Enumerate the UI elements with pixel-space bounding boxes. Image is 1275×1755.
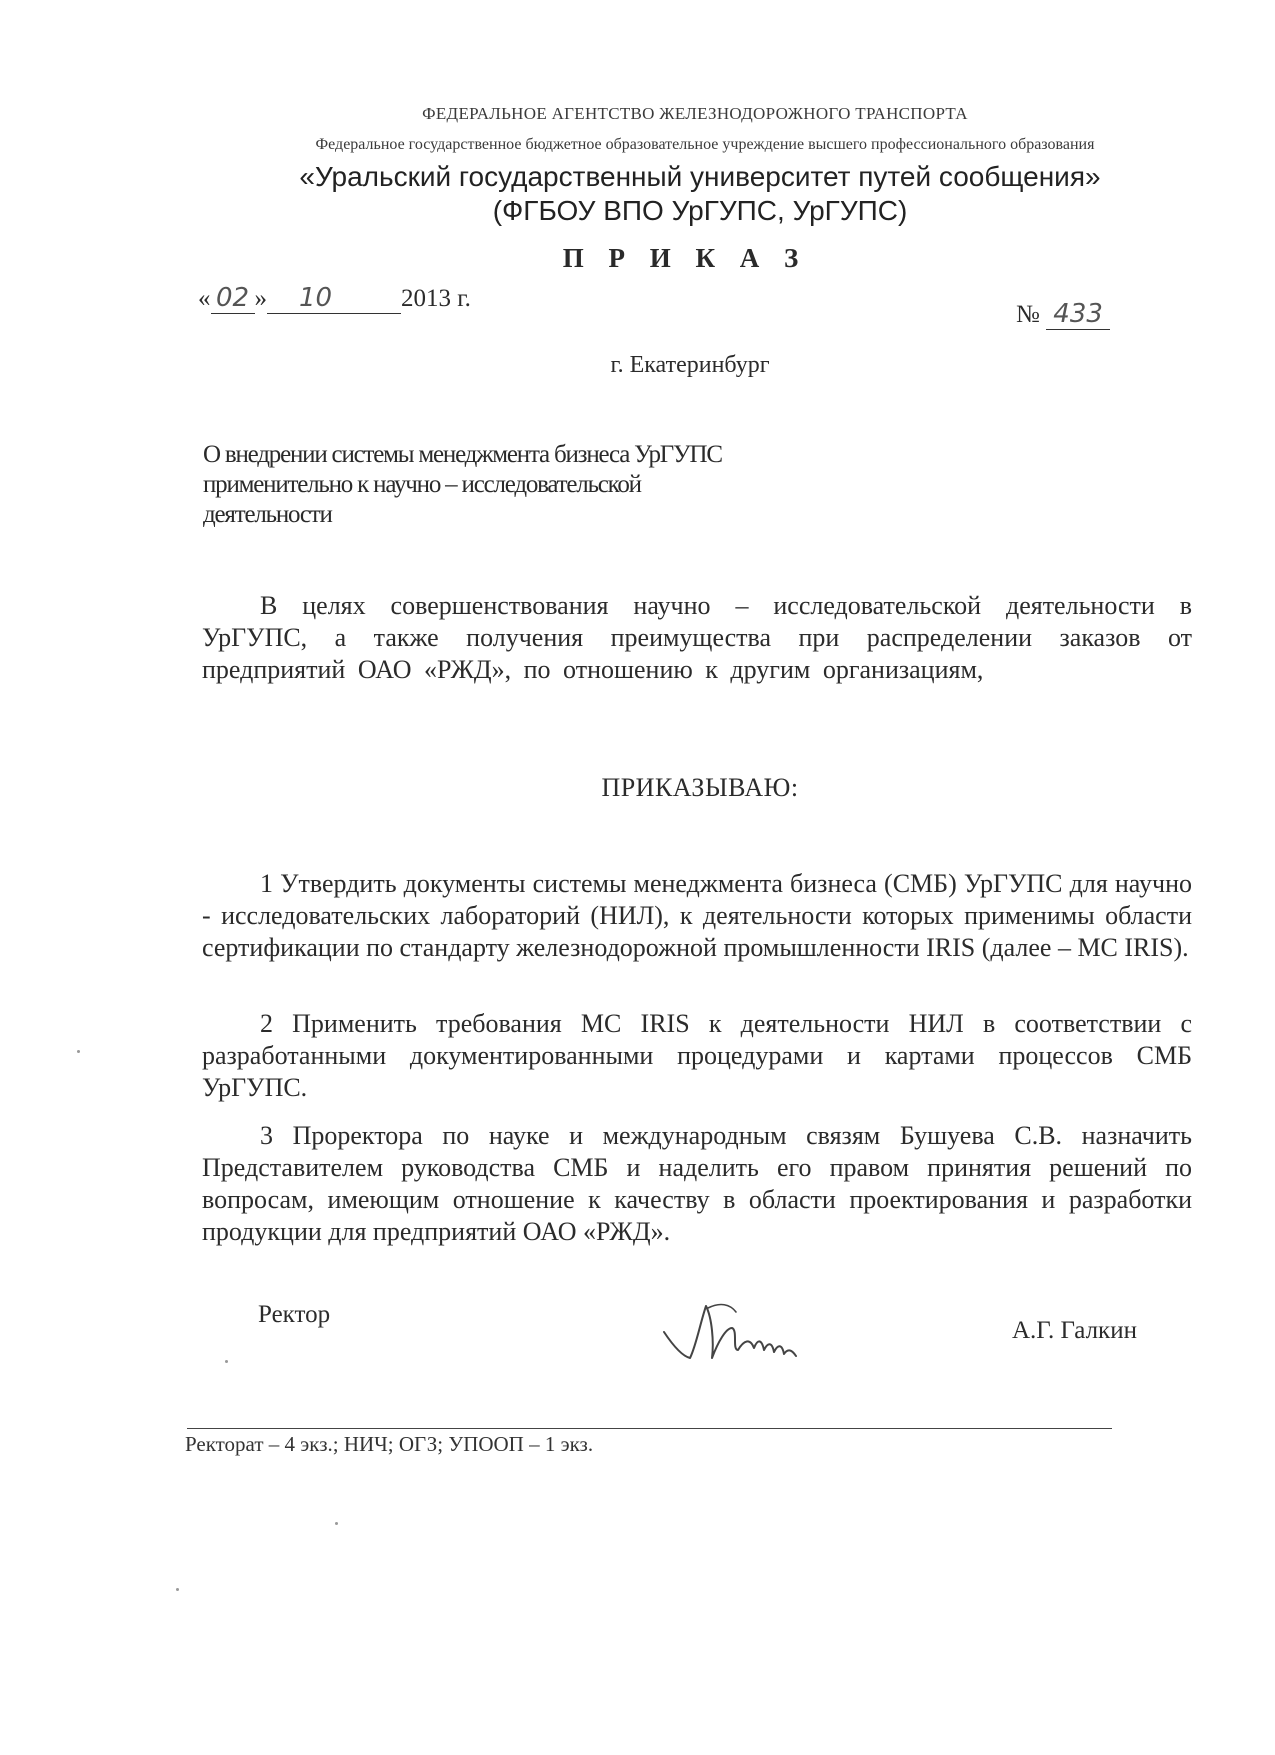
order-item: 1 Утвердить документы системы менеджмента бизнеса (СМБ) УрГУПС для научно - исследовательских лабораторий (НИЛ), к деятельности которых применимы области сертификации по стандарту железнодорожной промышленности IRIS (далее – МС IRIS). [202, 869, 1192, 962]
distribution-divider [187, 1428, 1112, 1429]
date-day: 02 [215, 283, 250, 313]
order-subject [203, 440, 803, 530]
signatory-position: Ректор [258, 1301, 331, 1328]
order-item: 2 Применить требования МС IRIS к деятельности НИЛ в соответствии с разработанными документированными процедурами и картами процессов СМБ УрГУПС. [202, 1009, 1192, 1102]
scan-speck [176, 1588, 179, 1591]
document-title: П Р И К А З [562, 243, 808, 273]
order-date [198, 283, 471, 323]
date-month: 10 [299, 283, 333, 313]
handwritten-signature [660, 1298, 820, 1368]
order-item: 3 Проректора по науке и международным связям Бушуева С.В. назначить Представителем руководства СМБ и наделить его правом принятия решений по вопросам, имеющим отношение к качеству в области проектирования и разработки продукции для предприятий ОАО «РЖД». [202, 1121, 1192, 1246]
agency-name: ФЕДЕРАЛЬНОЕ АГЕНТСТВО ЖЕЛЕЗНОДОРОЖНОГО ТРАНСПОРТА [422, 104, 968, 123]
order-directive: ПРИКАЗЫВАЮ: [601, 773, 799, 802]
number-value: 433 [1053, 299, 1103, 329]
institution-type: Федеральное государственное бюджетное образовательное учреждение высшего профессионального образования [315, 136, 1095, 153]
signatory-name: А.Г. Галкин [1012, 1317, 1137, 1344]
date-year: 2013 г. [401, 285, 471, 312]
scan-speck [225, 1360, 228, 1363]
subject-line: применительно к научно – исследовательской [203, 471, 641, 498]
date-close-quote: » [254, 285, 267, 312]
date-open-quote: « [198, 285, 211, 312]
scan-speck [335, 1522, 338, 1525]
city: г. Екатеринбург [610, 352, 770, 378]
university-header [200, 160, 1200, 228]
scan-speck [77, 1050, 80, 1053]
order-number [1016, 299, 1110, 330]
distribution-list: Ректорат – 4 экз.; НИЧ; ОГЗ; УПООП – 1 экз. [185, 1432, 594, 1456]
subject-line: деятельности [203, 501, 332, 528]
university-name: «Уральский государственный университет путей сообщения» [299, 161, 1101, 192]
university-abbreviation: (ФГБОУ ВПО УрГУПС, УрГУПС) [492, 195, 908, 226]
number-label: № [1016, 301, 1040, 328]
subject-line: О внедрении системы менеджмента бизнеса УрГУПС [203, 441, 722, 468]
intro-paragraph: В целях совершенствования научно – исследовательской деятельности в УрГУПС, а также получения преимущества при распределении заказов от предприятий ОАО «РЖД», по отношению к другим организациям, [202, 591, 1192, 684]
